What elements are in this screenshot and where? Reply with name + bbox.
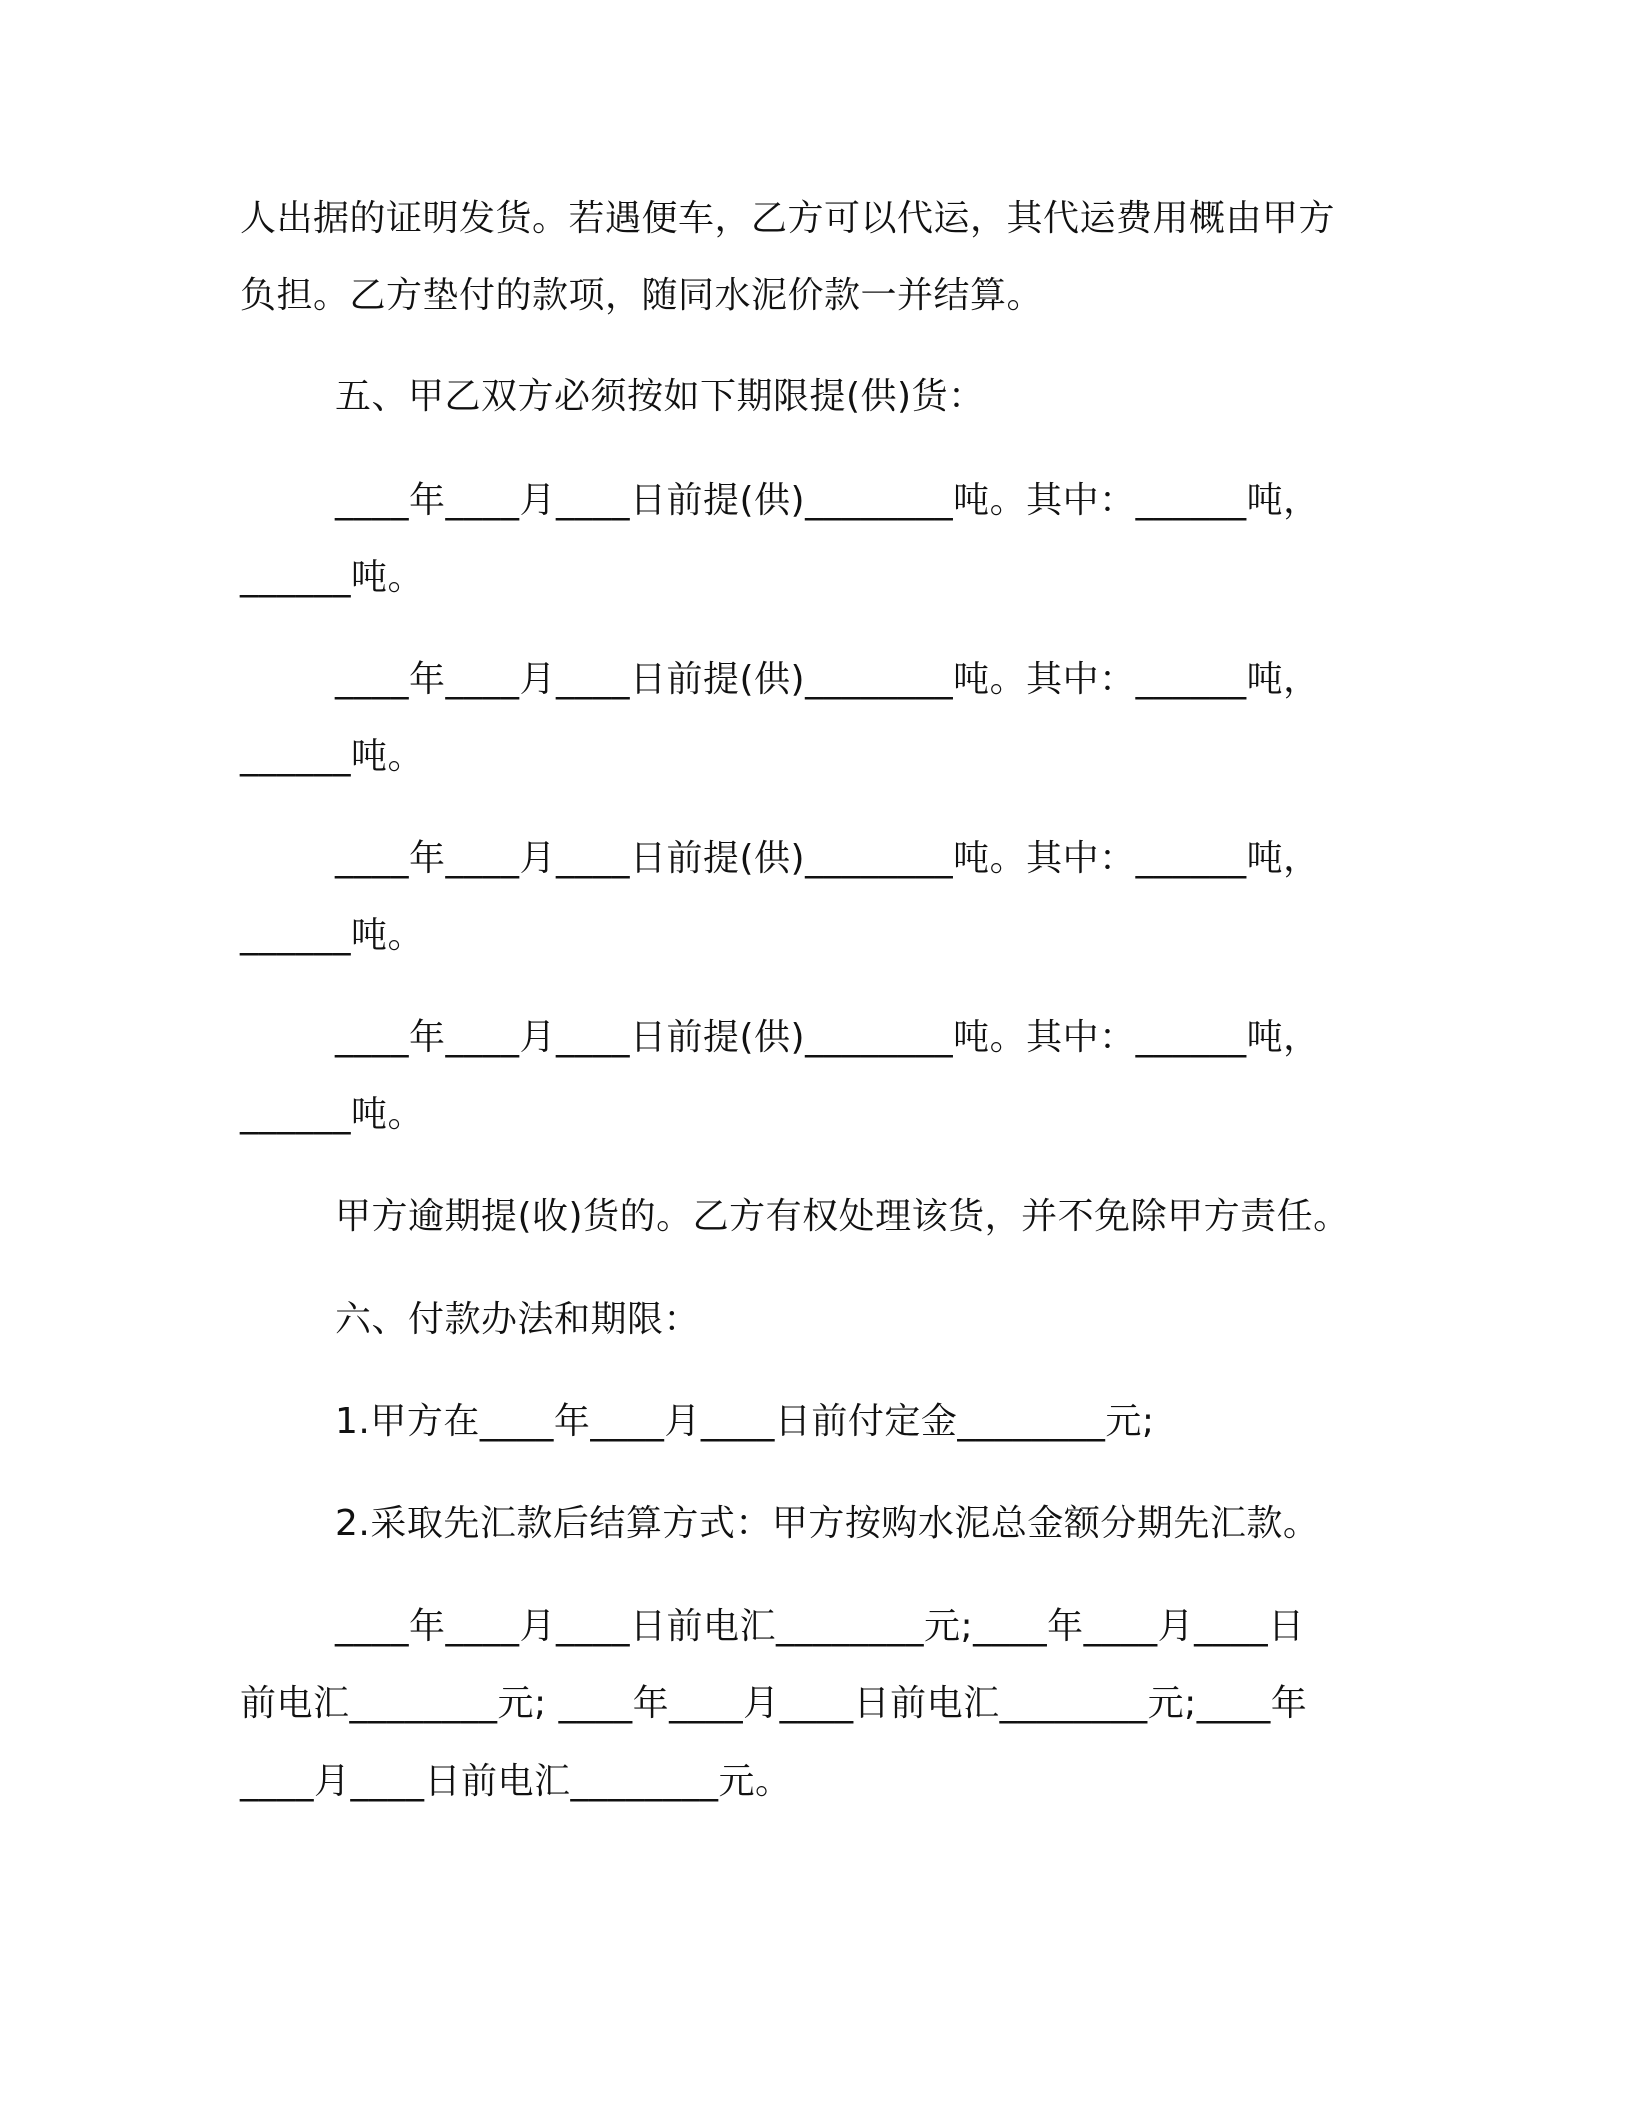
payment-schedule-line: ____月____日前电汇________元。	[240, 1761, 792, 1802]
delivery-schedule-line: ______吨。	[240, 1094, 425, 1135]
delivery-schedule-line: ____年____月____日前提(供)________吨。其中：______吨，	[335, 838, 1320, 879]
paragraph-line: 甲方逾期提(收)货的。乙方有权处理该货，并不免除甲方责任。	[335, 1196, 1350, 1237]
delivery-schedule-line: ____年____月____日前提(供)________吨。其中：______吨，	[335, 659, 1320, 700]
delivery-schedule-line: ______吨。	[240, 557, 425, 598]
delivery-schedule-line: ____年____月____日前提(供)________吨。其中：______吨，	[335, 480, 1320, 521]
payment-item-one: 1.甲方在____年____月____日前付定金________元;	[335, 1401, 1155, 1442]
payment-schedule-line: 前电汇________元; ____年____月____日前电汇________元;____年	[240, 1683, 1308, 1724]
section-heading-six: 六、付款办法和期限：	[335, 1299, 701, 1340]
paragraph-line: 负担。乙方垫付的款项，随同水泥价款一并结算。	[240, 275, 1044, 316]
delivery-schedule-line: ______吨。	[240, 915, 425, 956]
section-heading-five: 五、甲乙双方必须按如下期限提(供)货：	[335, 376, 985, 417]
paragraph-line: 人出据的证明发货。若遇便车，乙方可以代运，其代运费用概由甲方	[240, 198, 1336, 239]
payment-schedule-line: ____年____月____日前电汇________元;____年____月____日	[335, 1606, 1305, 1647]
delivery-schedule-line: ______吨。	[240, 736, 425, 777]
payment-item-two: 2.采取先汇款后结算方式：甲方按购水泥总金额分期先汇款。	[335, 1503, 1320, 1544]
delivery-schedule-line: ____年____月____日前提(供)________吨。其中：______吨，	[335, 1017, 1320, 1058]
